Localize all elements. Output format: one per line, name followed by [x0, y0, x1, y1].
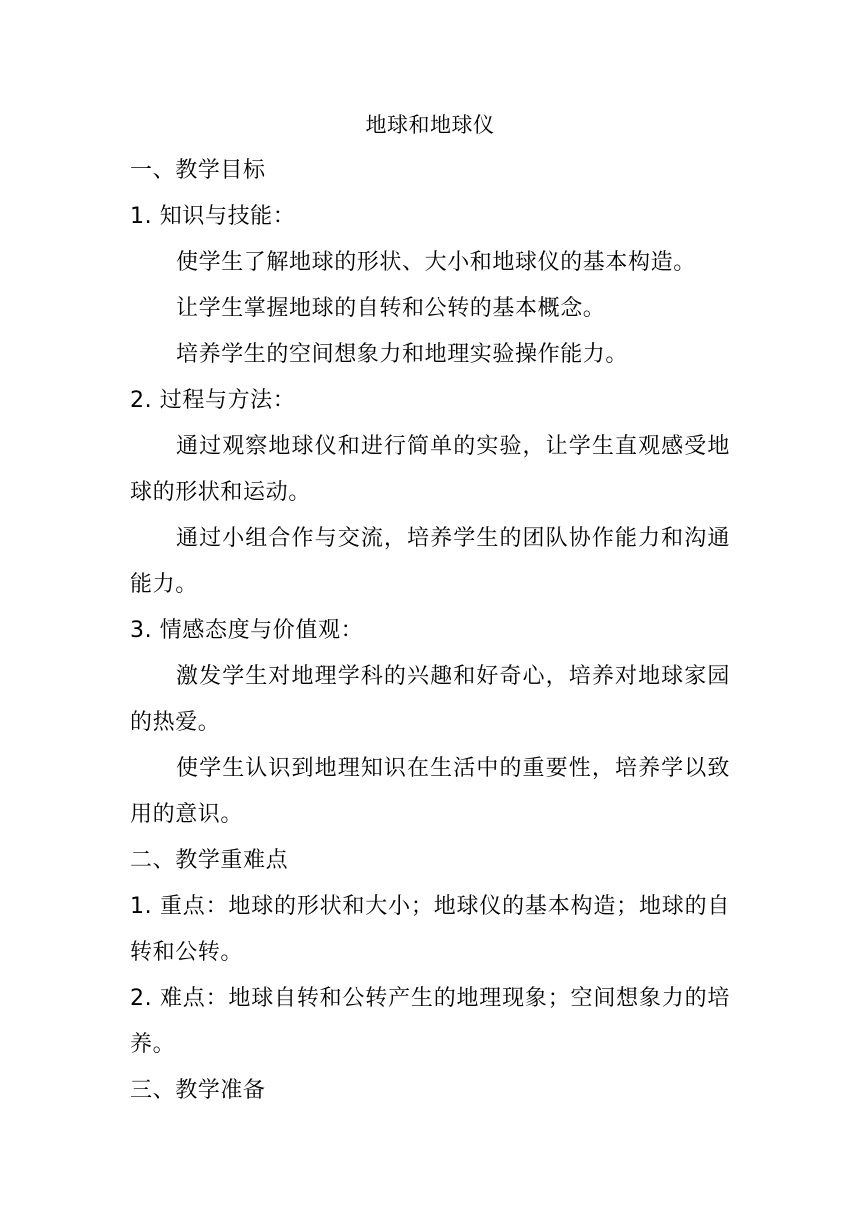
difficult-point-item: 2. 难点：地球自转和公转产生的地理现象；空间想象力的培养。 [130, 986, 730, 1057]
document-title: 地球和地球仪 [365, 113, 495, 137]
paragraph: 通过观察地球仪和进行简单的实验，让学生直观感受地球的形状和运动。 [130, 434, 730, 505]
paragraph: 使学生了解地球的形状、大小和地球仪的基本构造。 [176, 250, 696, 275]
section-heading-objectives: 一、教学目标 [130, 158, 266, 183]
paragraph: 激发学生对地理学科的兴趣和好奇心，培养对地球家园的热爱。 [130, 664, 730, 735]
subsection-heading-knowledge-skills: 1. 知识与技能： [130, 204, 296, 229]
paragraph: 使学生认识到地理知识在生活中的重要性，培养学以致用的意识。 [130, 756, 730, 827]
paragraph: 培养学生的空间想象力和地理实验操作能力。 [176, 342, 629, 367]
section-heading-preparation: 三、教学准备 [130, 1078, 266, 1103]
subsection-heading-attitude-values: 3. 情感态度与价值观： [130, 618, 364, 643]
key-point-item: 1. 重点：地球的形状和大小；地球仪的基本构造；地球的自转和公转。 [130, 894, 730, 965]
section-heading-key-difficult-points: 二、教学重难点 [130, 848, 289, 873]
paragraph: 通过小组合作与交流，培养学生的团队协作能力和沟通能力。 [130, 526, 730, 597]
paragraph: 让学生掌握地球的自转和公转的基本概念。 [176, 296, 606, 321]
document-page [130, 102, 730, 1114]
subsection-heading-process-method: 2. 过程与方法： [130, 388, 296, 413]
